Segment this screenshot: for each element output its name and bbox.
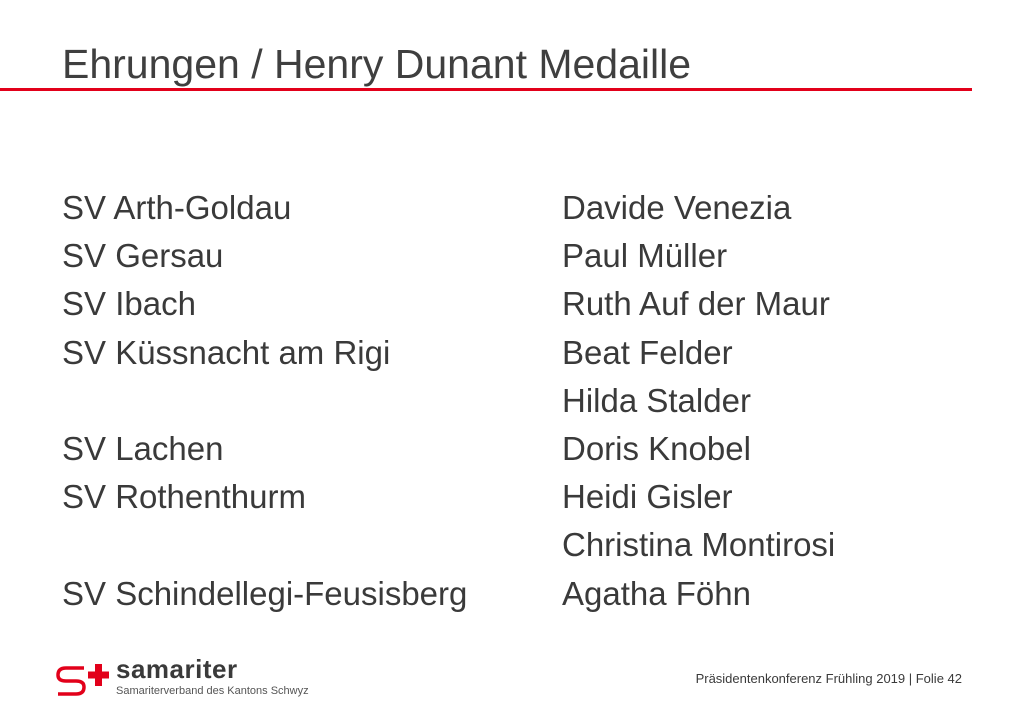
- logo-wordmark: samariter: [116, 654, 238, 684]
- slide-title: Ehrungen / Henry Dunant Medaille: [62, 41, 692, 87]
- honoree-name: Ruth Auf der Maur: [562, 285, 830, 323]
- honoree-name: Heidi Gisler: [562, 478, 733, 516]
- honoree-name: Hilda Stalder: [562, 381, 751, 419]
- samariter-cross-logo-icon: [54, 662, 114, 698]
- section-name: SV Schindellegi-Feusisberg: [62, 574, 468, 612]
- logo-subtitle: Samariterverband des Kantons Schwyz: [116, 685, 309, 697]
- honorees-column: [562, 184, 835, 618]
- section-name: [62, 521, 467, 569]
- samariter-logo: [54, 654, 309, 704]
- section-name: SV Küssnacht am Rigi: [62, 333, 391, 371]
- title-underline: [0, 88, 972, 91]
- honoree-name: Paul Müller: [562, 237, 728, 275]
- section-name: SV Ibach: [62, 285, 196, 323]
- section-name: SV Lachen: [62, 429, 224, 467]
- honoree-name: Doris Knobel: [562, 429, 751, 467]
- section-name: [62, 377, 467, 425]
- slide-footer: Präsidentenkonferenz Frühling 2019 | Folie 42: [695, 671, 962, 686]
- section-name: SV Gersau: [62, 237, 224, 275]
- section-name: SV Arth-Goldau: [62, 189, 292, 226]
- honoree-name: Davide Venezia: [562, 189, 792, 226]
- section-name: SV Rothenthurm: [62, 478, 306, 516]
- honoree-name: Agatha Föhn: [562, 574, 751, 612]
- sections-column: [62, 184, 467, 618]
- honoree-name: Christina Montirosi: [562, 526, 836, 564]
- honoree-name: Beat Felder: [562, 333, 733, 371]
